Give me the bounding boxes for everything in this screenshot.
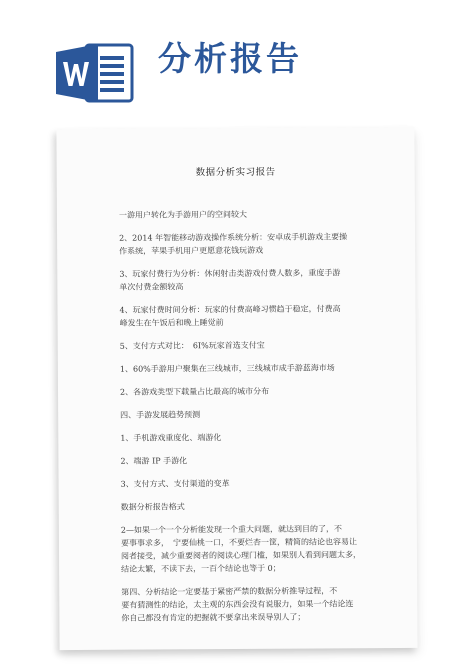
document-body: [119, 207, 390, 635]
paragraph-line: 5、支付方式对比： 6I%玩家首选支付宝: [119, 340, 265, 351]
document-title-heading: 分析报告: [158, 39, 302, 78]
paragraph-line: 3、玩家付费行为分析：休闲射击类游戏付费人数多，重度手游: [119, 268, 341, 279]
body-paragraph: [120, 338, 388, 353]
body-paragraph: [120, 407, 388, 422]
paragraph-line: 你自己都没有肯定的把握就不要拿出来误导别人了；: [121, 612, 306, 623]
body-paragraph: [119, 207, 387, 222]
paragraph-line: 作系统，苹果手机用户更愿意花钱玩游戏: [119, 245, 264, 256]
paragraph-line: 1、60%手游用户聚集在三线城市，三线城市成手游蓝海市场: [119, 363, 335, 374]
body-paragraph: [119, 230, 387, 258]
body-paragraph: [121, 522, 389, 576]
paragraph-line: 2、端游 IP 手游化: [120, 456, 188, 466]
body-paragraph: [119, 266, 387, 294]
paragraph-line: 单次付费金额较高: [119, 282, 184, 292]
paper-title: 数据分析实习报告: [195, 166, 276, 179]
paragraph-line: 4、玩家付费时间分析：玩家的付费高峰习惯趋于稳定，付费高: [119, 304, 341, 315]
paragraph-line: 3、支付方式、支付渠道的变革: [120, 479, 230, 489]
paragraph-line: 要事事求多， 宁要仙桃一口，不要烂杏一筐，精简的结论也容易让: [120, 537, 357, 548]
body-paragraph: [121, 476, 389, 491]
body-paragraph: [120, 453, 388, 468]
paragraph-line: 峰发生在午饭后和晚上睡觉前: [119, 318, 224, 328]
paragraph-line: 结论太繁，不读下去，一百个结论也等于 0；: [121, 563, 281, 574]
paragraph-line: 1、手机游戏重度化、端游化: [120, 433, 222, 443]
paragraph-line: 一游用户转化为手游用户的空间较大: [118, 209, 247, 220]
body-paragraph: [121, 499, 389, 514]
paragraph-line: 阅者接受，减少重要阅者的阅读心理门槛，如果别人看到问题太多，: [120, 550, 362, 561]
body-paragraph: [120, 384, 388, 399]
paragraph-line: 2—如果一个一个分析能发现一个重大问题，就达到目的了，不: [120, 524, 342, 535]
word-document-icon: [56, 42, 134, 104]
body-paragraph: [121, 584, 389, 625]
body-paragraph: [120, 430, 388, 445]
header: [0, 0, 474, 110]
paragraph-line: 四、手游发展趋势预测: [120, 410, 201, 420]
paragraph-line: 数据分析报告格式: [120, 502, 185, 512]
paragraph-line: 要有猜测性的结论，太主观的东西会没有说服力，如果一个结论连: [121, 599, 354, 610]
body-paragraph: [119, 302, 387, 330]
paragraph-line: 第四、分析结论一定要基于紧密严禁的数据分析推导过程，不: [121, 586, 338, 597]
document-page: [56, 127, 417, 650]
body-paragraph: [120, 361, 388, 376]
paragraph-line: 2、各游戏类型下载量占比最高的城市分布: [119, 386, 270, 397]
paragraph-line: 2、2014 年智能移动游戏操作系统分析：安卓成手机游戏主要操: [119, 232, 348, 243]
